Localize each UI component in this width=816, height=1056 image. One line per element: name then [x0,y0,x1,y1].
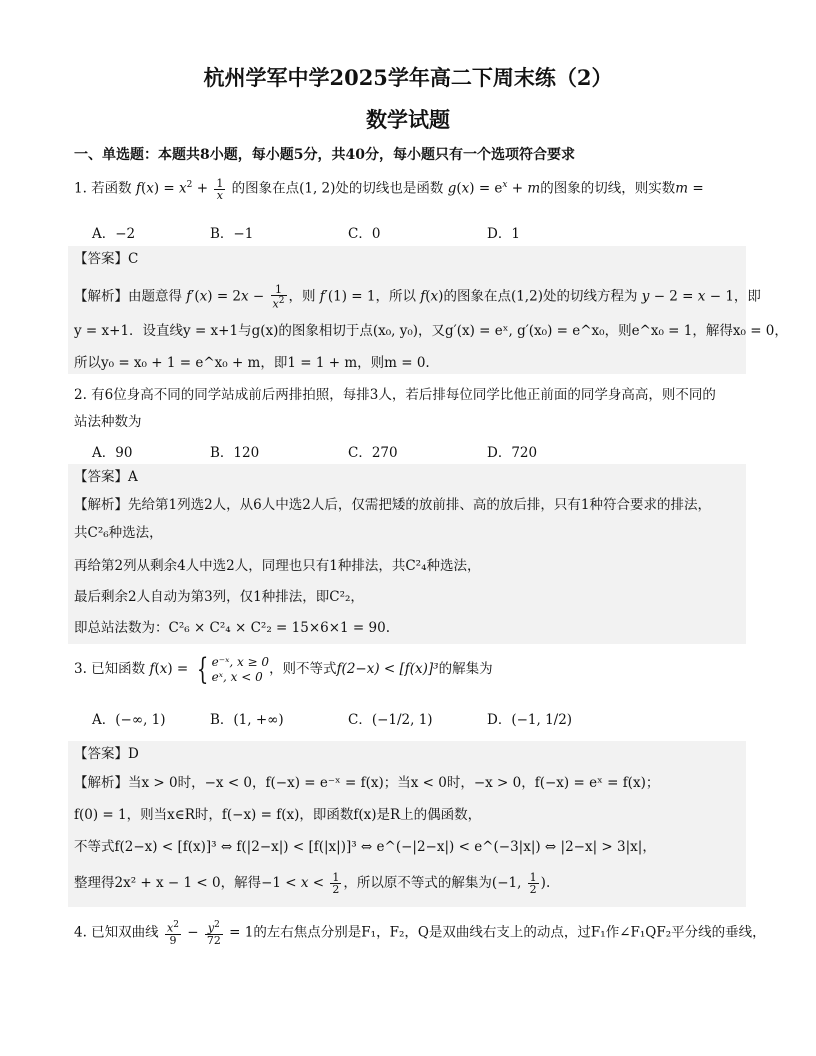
fraction: $\frac{1}{2}$ [332,871,340,896]
q2-analysis-5: 即总站法数为：C²₆ × C²₄ × C²₂ = 15×6×1 = 90. [74,620,390,636]
q1-stem-part: 1. 若函数 [74,180,132,197]
analysis-text: 先给第1列选2人，从6人中选2人后，仅需把矮的放前排、高的放后排，只有1种符合要求的排法， [128,497,711,513]
q1-analysis-1: 【解析】由题意得 f′(x) = 2x − $\frac{1}{x^2}$ ，则 f′(1) = 1，所以 f(x)的图象在点(1,2)处的切线方程为 y − 2 = x − 1，即 [74,283,761,311]
q3-analysis-4: 整理得2x² + x − 1 < 0，解得−1 < x < $\frac{1}{2}$ ，所以原不等式的解集为(−1, $\frac{1}{2}$ ). [74,871,551,896]
q1-analysis-2: y = x+1．设直线y = x+1与g(x)的图象相切于点(x₀, y₀)，又g′(x) = eˣ, g′(x₀) = e^x₀，则e^x₀ = 1，解得x₀ = 0， [74,323,788,339]
q2-analysis-2: 共C²₆种选法， [74,525,163,541]
q4-stem-part: 的左右焦点分别是F₁，F₂，Q是双曲线右支上的动点，过F₁作∠F₁QF₂平分线的垂线， [253,924,766,941]
q4-stem: 4. 已知双曲线 $\frac{x^2}{9}$ − $\frac{y^2}{72}$ = 1的左右焦点分别是F₁，F₂，Q是双曲线右支上的动点，过F₁作∠F₁QF₂平分线的垂线， [74,920,766,947]
q1-answer: 【答案】C [74,251,139,267]
q1-option-a: A．−2 [92,226,136,242]
fraction: $\frac{1}{x^2}$ [272,283,285,311]
piecewise-function [212,655,269,685]
q1-option-d: D．1 [487,226,520,242]
piece-2: eˣ, x < 0 [211,669,263,684]
q1-analysis-3: 所以y₀ = x₀ + 1 = e^x₀ + m，即1 = 1 + m，则m = 0. [74,355,430,371]
analysis-text: 整理得2x² + x − 1 < 0，解得 [74,875,262,891]
q1-option-c: C．0 [348,226,381,242]
q2-analysis-3: 再给第2列从剩余4人中选2人，同理也只有1种排法，共C²₄种选法， [74,558,481,574]
analysis-text: ，即 [733,288,761,305]
analysis-text: 的图象在点(1,2)处的切线方程为 [443,288,638,305]
q3-stem-part: ，则不等式 [269,661,337,677]
q1-stem: 1. 若函数 $f(x) = x^2$ + $\frac{1}{x}$ 的图象在点(1, 2)处的切线也是函数 $g(x) = e^x + m$的图象的切线，则实数m = [74,176,704,202]
q3-option-d: D．(−1, 1/2) [487,712,573,728]
analysis-text: 由题意得 [128,288,182,305]
q2-analysis-4: 最后剩余2人自动为第3列，仅1种排法，即C²₂， [74,589,364,605]
analysis-text: ，所以原不等式的解集为 [343,875,492,891]
fraction: $\frac{x^2}{9}$ [166,920,179,947]
q2-analysis-1 [74,496,766,514]
q2-option-a: A．90 [92,445,133,461]
q2-solution-box [68,464,746,644]
q3-analysis-1 [74,774,766,792]
q2-option-d: D．720 [487,445,538,461]
q2-stem-1: 2. 有6位身高不同的同学站成前后两排拍照，每排3人，若后排每位同学比他正前面的同学身高高，则不同的 [74,387,716,403]
exam-subtitle: 数学试题 [366,107,450,132]
section-heading: 一、单选题：本题共8小题，每小题5分，共40分，每小题只有一个选项符合要求 [74,147,575,163]
fraction: $\frac{y^2}{72}$ [206,920,221,947]
q3-analysis-2: f(0) = 1，则当x∈R时，f(−x) = f(x)，即函数f(x)是R上的偶函数， [74,807,482,823]
q3-stem-part: 的解集为 [438,661,493,677]
q3-analysis-3: 不等式f(2−x) < [f(x)]³ ⇔ f(|2−x|) < [f(|x|)]³ ⇔ e^(−|2−x|) < e^(−3|x|) ⇔ |2−x| > 3|x|， [74,839,656,855]
q4-stem-part: 4. 已知双曲线 [74,924,159,941]
q2-option-c: C．270 [348,445,398,461]
analysis-tag: 【解析】 [74,497,128,513]
fraction: $\frac{1}{2}$ [529,871,537,896]
analysis-text: 当x > 0时，−x < 0，f(−x) = e⁻ˣ = f(x)；当x < 0时，−x > 0，f(−x) = eˣ = f(x)； [128,775,660,791]
q1-option-b: B．−1 [210,226,254,242]
analysis-text: ，则 [288,288,316,305]
q3-answer: 【答案】D [74,746,139,762]
q1-stem-part: 的图象在点 [231,180,300,197]
q3-stem: 3. 已知函数 f(x) = { e⁻ˣ, x ≥ 0 eˣ, x < 0 ，则不等式f(2−x) < [f(x)]³的解集为 [74,651,493,687]
q3-option-a: A．(−∞, 1) [92,712,166,728]
q3-inequality: f(2−x) < [f(x)]³ [336,661,439,677]
analysis-tag: 【解析】 [74,288,128,305]
q3-option-b: B．(1, +∞) [210,712,284,728]
fraction: $\frac{1}{x}$ [216,176,224,202]
analysis-tag: 【解析】 [74,775,128,791]
q2-answer: 【答案】A [74,469,138,485]
piece-1: e⁻ˣ, x ≥ 0 [211,654,270,669]
q3-option-c: C．(−1/2, 1) [348,712,433,728]
q3-stem-part: 3. 已知函数 [74,661,146,677]
q1-stem-part: 的图象的切线，则实数 [540,180,676,197]
q2-option-b: B．120 [210,445,260,461]
analysis-text: ，所以 [375,288,416,305]
q2-stem-2: 站法种数为 [74,414,142,430]
exam-title: 杭州学军中学2025学年高二下周末练（2） [203,65,613,90]
analysis-text: . [545,875,551,891]
q1-stem-part: 处的切线也是函数 [335,180,444,197]
